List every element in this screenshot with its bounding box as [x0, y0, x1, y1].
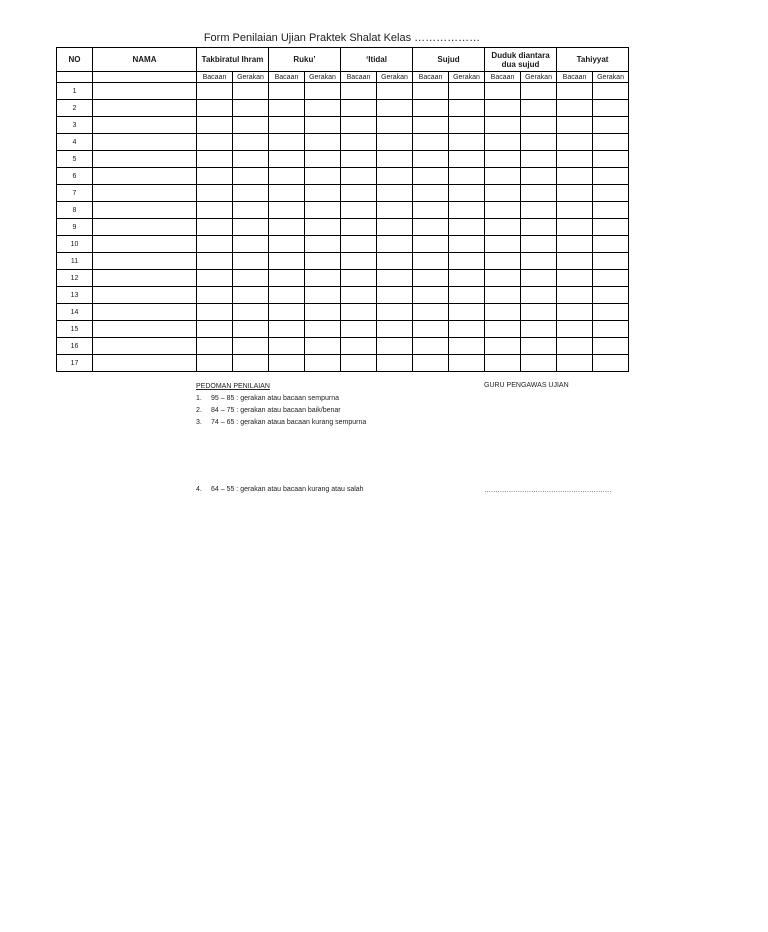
- score-cell[interactable]: [197, 253, 233, 270]
- score-cell[interactable]: [341, 100, 377, 117]
- student-name-cell[interactable]: [93, 83, 197, 100]
- guide-item-text: 95 – 85 : gerakan atau bacaan sempurna: [211, 395, 340, 402]
- score-cell[interactable]: [449, 321, 485, 338]
- score-cell[interactable]: [557, 134, 593, 151]
- score-cell[interactable]: [413, 287, 449, 304]
- score-cell[interactable]: [557, 202, 593, 219]
- score-cell[interactable]: [341, 338, 377, 355]
- row-number: 10: [57, 236, 93, 253]
- guide-item-number: 2.: [196, 407, 202, 414]
- score-cell[interactable]: [413, 355, 449, 372]
- score-cell[interactable]: [305, 117, 341, 134]
- score-cell[interactable]: [341, 270, 377, 287]
- score-cell[interactable]: [413, 151, 449, 168]
- sub-header-bacaan: Bacaan: [269, 72, 305, 83]
- row-number: 8: [57, 202, 93, 219]
- score-cell[interactable]: [593, 355, 629, 372]
- score-cell[interactable]: [269, 151, 305, 168]
- score-cell[interactable]: [413, 338, 449, 355]
- score-cell[interactable]: [593, 287, 629, 304]
- score-cell[interactable]: [485, 219, 521, 236]
- table-row: [57, 134, 629, 151]
- score-cell[interactable]: [341, 117, 377, 134]
- sub-header-gerakan: Gerakan: [377, 72, 413, 83]
- score-cell[interactable]: [521, 270, 557, 287]
- score-cell[interactable]: [197, 355, 233, 372]
- score-cell[interactable]: [557, 287, 593, 304]
- score-cell[interactable]: [449, 253, 485, 270]
- score-cell[interactable]: [593, 202, 629, 219]
- guide-item-number: 3.: [196, 419, 202, 426]
- score-cell[interactable]: [305, 202, 341, 219]
- score-cell[interactable]: [521, 219, 557, 236]
- sub-header-gerakan: Gerakan: [593, 72, 629, 83]
- sub-header-row: [57, 72, 629, 83]
- score-cell[interactable]: [377, 338, 413, 355]
- score-cell[interactable]: [377, 304, 413, 321]
- score-cell[interactable]: [485, 100, 521, 117]
- score-cell[interactable]: [449, 134, 485, 151]
- table-row: [57, 185, 629, 202]
- score-cell[interactable]: [521, 134, 557, 151]
- group-header-row: [57, 48, 629, 72]
- sub-header-bacaan: Bacaan: [485, 72, 521, 83]
- score-cell[interactable]: [593, 236, 629, 253]
- row-number: 14: [57, 304, 93, 321]
- student-name-cell[interactable]: [93, 270, 197, 287]
- guide-item-text: 84 – 75 : gerakan atau bacaan baik/benar: [211, 407, 341, 414]
- score-cell[interactable]: [305, 134, 341, 151]
- header-sujud: Sujud: [413, 48, 485, 72]
- row-number: 1: [57, 83, 93, 100]
- score-cell[interactable]: [377, 355, 413, 372]
- supervisor-label: GURU PENGAWAS UJIAN: [484, 382, 569, 389]
- score-cell[interactable]: [269, 117, 305, 134]
- score-cell[interactable]: [485, 168, 521, 185]
- score-cell[interactable]: [593, 321, 629, 338]
- score-cell[interactable]: [233, 236, 269, 253]
- row-number: 5: [57, 151, 93, 168]
- student-name-cell[interactable]: [93, 117, 197, 134]
- score-cell[interactable]: [341, 168, 377, 185]
- score-cell[interactable]: [197, 338, 233, 355]
- score-cell[interactable]: [593, 270, 629, 287]
- score-cell[interactable]: [341, 321, 377, 338]
- score-cell[interactable]: [485, 236, 521, 253]
- score-cell[interactable]: [449, 236, 485, 253]
- score-cell[interactable]: [413, 270, 449, 287]
- score-cell[interactable]: [233, 287, 269, 304]
- table-row: [57, 219, 629, 236]
- score-cell[interactable]: [197, 270, 233, 287]
- score-cell[interactable]: [269, 338, 305, 355]
- header-no: NO: [57, 48, 93, 72]
- sub-header-bacaan: Bacaan: [197, 72, 233, 83]
- score-cell[interactable]: [305, 321, 341, 338]
- score-cell[interactable]: [485, 117, 521, 134]
- score-cell[interactable]: [341, 219, 377, 236]
- table-body: [57, 83, 629, 372]
- guide-list: [196, 393, 366, 429]
- score-cell[interactable]: [521, 185, 557, 202]
- student-name-cell[interactable]: [93, 253, 197, 270]
- score-cell[interactable]: [233, 202, 269, 219]
- score-cell[interactable]: [449, 355, 485, 372]
- score-cell[interactable]: [233, 117, 269, 134]
- score-cell[interactable]: [449, 168, 485, 185]
- student-name-cell[interactable]: [93, 134, 197, 151]
- score-cell[interactable]: [557, 151, 593, 168]
- row-number: 12: [57, 270, 93, 287]
- score-cell[interactable]: [449, 185, 485, 202]
- score-cell[interactable]: [413, 185, 449, 202]
- score-cell[interactable]: [305, 253, 341, 270]
- table-row: [57, 355, 629, 372]
- score-cell[interactable]: [557, 355, 593, 372]
- score-cell[interactable]: [485, 151, 521, 168]
- score-cell[interactable]: [341, 304, 377, 321]
- score-cell[interactable]: [341, 83, 377, 100]
- header-duduk-diantara-dua-sujud: Duduk diantara dua sujud: [485, 48, 557, 72]
- score-cell[interactable]: [377, 168, 413, 185]
- score-cell[interactable]: [197, 151, 233, 168]
- table-row: [57, 253, 629, 270]
- score-cell[interactable]: [485, 287, 521, 304]
- score-cell[interactable]: [521, 151, 557, 168]
- score-cell[interactable]: [521, 236, 557, 253]
- score-cell[interactable]: [413, 134, 449, 151]
- score-cell[interactable]: [269, 219, 305, 236]
- row-number: 16: [57, 338, 93, 355]
- student-name-cell[interactable]: [93, 287, 197, 304]
- sub-header-blank: [93, 72, 197, 83]
- score-cell[interactable]: [197, 100, 233, 117]
- score-cell[interactable]: [449, 202, 485, 219]
- header-ruku: Ruku’: [269, 48, 341, 72]
- score-cell[interactable]: [341, 151, 377, 168]
- score-cell[interactable]: [269, 236, 305, 253]
- score-cell[interactable]: [233, 83, 269, 100]
- score-cell[interactable]: [485, 134, 521, 151]
- score-cell[interactable]: [521, 287, 557, 304]
- score-cell[interactable]: [269, 287, 305, 304]
- score-cell[interactable]: [233, 355, 269, 372]
- score-cell[interactable]: [521, 338, 557, 355]
- score-cell[interactable]: [521, 304, 557, 321]
- score-cell[interactable]: [449, 304, 485, 321]
- score-cell[interactable]: [377, 219, 413, 236]
- score-cell[interactable]: [413, 236, 449, 253]
- guide-heading: PEDOMAN PENILAIAN: [196, 383, 270, 390]
- score-cell[interactable]: [377, 117, 413, 134]
- guide-item-text: 64 – 55 : gerakan atau bacaan kurang atau salah: [211, 486, 364, 493]
- score-cell[interactable]: [197, 168, 233, 185]
- score-cell[interactable]: [449, 219, 485, 236]
- score-cell[interactable]: [521, 83, 557, 100]
- table-row: [57, 338, 629, 355]
- sub-header-gerakan: Gerakan: [233, 72, 269, 83]
- score-cell[interactable]: [233, 321, 269, 338]
- row-number: 3: [57, 117, 93, 134]
- score-cell[interactable]: [557, 83, 593, 100]
- sub-header-blank: [57, 72, 93, 83]
- score-cell[interactable]: [377, 83, 413, 100]
- score-cell[interactable]: [485, 253, 521, 270]
- score-cell[interactable]: [557, 304, 593, 321]
- score-cell[interactable]: [521, 117, 557, 134]
- score-cell[interactable]: [557, 321, 593, 338]
- score-cell[interactable]: [377, 100, 413, 117]
- score-cell[interactable]: [449, 338, 485, 355]
- guide-item: [196, 417, 366, 429]
- sub-header-gerakan: Gerakan: [305, 72, 341, 83]
- score-cell[interactable]: [485, 185, 521, 202]
- score-cell[interactable]: [341, 134, 377, 151]
- score-cell[interactable]: [485, 202, 521, 219]
- student-name-cell[interactable]: [93, 355, 197, 372]
- row-number: 7: [57, 185, 93, 202]
- score-cell[interactable]: [269, 355, 305, 372]
- score-cell[interactable]: [233, 168, 269, 185]
- score-cell[interactable]: [593, 151, 629, 168]
- sub-header-gerakan: Gerakan: [521, 72, 557, 83]
- score-cell[interactable]: [557, 185, 593, 202]
- score-cell[interactable]: [269, 83, 305, 100]
- score-cell[interactable]: [593, 168, 629, 185]
- table-row: [57, 202, 629, 219]
- sub-header-bacaan: Bacaan: [341, 72, 377, 83]
- table-row: [57, 151, 629, 168]
- score-cell[interactable]: [521, 100, 557, 117]
- score-cell[interactable]: [305, 270, 341, 287]
- assessment-table: [56, 47, 629, 372]
- score-cell[interactable]: [197, 185, 233, 202]
- score-cell[interactable]: [413, 253, 449, 270]
- guide-item-number: 4.: [196, 486, 202, 493]
- score-cell[interactable]: [593, 185, 629, 202]
- header-tahiyyat: Tahiyyat: [557, 48, 629, 72]
- score-cell[interactable]: [197, 287, 233, 304]
- sub-header-bacaan: Bacaan: [557, 72, 593, 83]
- score-cell[interactable]: [377, 236, 413, 253]
- score-cell[interactable]: [413, 321, 449, 338]
- score-cell[interactable]: [593, 304, 629, 321]
- row-number: 17: [57, 355, 93, 372]
- row-number: 4: [57, 134, 93, 151]
- score-cell[interactable]: [593, 219, 629, 236]
- table-row: [57, 100, 629, 117]
- score-cell[interactable]: [269, 134, 305, 151]
- score-cell[interactable]: [305, 100, 341, 117]
- table-row: [57, 117, 629, 134]
- header-itidal: ‘Itidal: [341, 48, 413, 72]
- score-cell[interactable]: [305, 83, 341, 100]
- student-name-cell[interactable]: [93, 202, 197, 219]
- student-name-cell[interactable]: [93, 151, 197, 168]
- student-name-cell[interactable]: [93, 168, 197, 185]
- score-cell[interactable]: [233, 338, 269, 355]
- score-cell[interactable]: [593, 253, 629, 270]
- table-row: [57, 236, 629, 253]
- score-cell[interactable]: [341, 287, 377, 304]
- score-cell[interactable]: [413, 100, 449, 117]
- score-cell[interactable]: [557, 100, 593, 117]
- score-cell[interactable]: [593, 83, 629, 100]
- score-cell[interactable]: [557, 117, 593, 134]
- score-cell[interactable]: [449, 117, 485, 134]
- score-cell[interactable]: [377, 185, 413, 202]
- page-title: Form Penilaian Ujian Praktek Shalat Kelas ………………: [203, 32, 481, 44]
- sub-header-bacaan: Bacaan: [413, 72, 449, 83]
- score-cell[interactable]: [197, 321, 233, 338]
- score-cell[interactable]: [557, 236, 593, 253]
- score-cell[interactable]: [197, 304, 233, 321]
- score-cell[interactable]: [485, 355, 521, 372]
- score-cell[interactable]: [197, 236, 233, 253]
- score-cell[interactable]: [449, 270, 485, 287]
- score-cell[interactable]: [341, 236, 377, 253]
- guide-item-number: 1.: [196, 395, 202, 402]
- score-cell[interactable]: [557, 168, 593, 185]
- header-takbiratul-ihram: Takbiratul Ihram: [197, 48, 269, 72]
- table-row: [57, 321, 629, 338]
- sub-header-gerakan: Gerakan: [449, 72, 485, 83]
- score-cell[interactable]: [377, 134, 413, 151]
- score-cell[interactable]: [377, 287, 413, 304]
- student-name-cell[interactable]: [93, 321, 197, 338]
- row-number: 15: [57, 321, 93, 338]
- score-cell[interactable]: [485, 338, 521, 355]
- score-cell[interactable]: [197, 134, 233, 151]
- score-cell[interactable]: [521, 321, 557, 338]
- score-cell[interactable]: [413, 202, 449, 219]
- score-cell[interactable]: [233, 270, 269, 287]
- score-cell[interactable]: [557, 219, 593, 236]
- score-cell[interactable]: [305, 168, 341, 185]
- score-cell[interactable]: [413, 219, 449, 236]
- row-number: 11: [57, 253, 93, 270]
- score-cell[interactable]: [377, 253, 413, 270]
- table-row: [57, 270, 629, 287]
- score-cell[interactable]: [377, 202, 413, 219]
- student-name-cell[interactable]: [93, 100, 197, 117]
- score-cell[interactable]: [269, 304, 305, 321]
- score-cell[interactable]: [197, 202, 233, 219]
- score-cell[interactable]: [485, 321, 521, 338]
- student-name-cell[interactable]: [93, 236, 197, 253]
- table-row: [57, 168, 629, 185]
- score-cell[interactable]: [413, 83, 449, 100]
- score-cell[interactable]: [233, 134, 269, 151]
- score-cell[interactable]: [305, 151, 341, 168]
- student-name-cell[interactable]: [93, 185, 197, 202]
- score-cell[interactable]: [521, 202, 557, 219]
- score-cell[interactable]: [269, 270, 305, 287]
- score-cell[interactable]: [305, 236, 341, 253]
- row-number: 13: [57, 287, 93, 304]
- student-name-cell[interactable]: [93, 219, 197, 236]
- table-row: [57, 83, 629, 100]
- score-cell[interactable]: [197, 83, 233, 100]
- score-cell[interactable]: [233, 304, 269, 321]
- score-cell[interactable]: [557, 253, 593, 270]
- score-cell[interactable]: [557, 270, 593, 287]
- score-cell[interactable]: [593, 134, 629, 151]
- guide-item: [196, 393, 366, 405]
- score-cell[interactable]: [197, 117, 233, 134]
- score-cell[interactable]: [269, 100, 305, 117]
- score-cell[interactable]: [341, 253, 377, 270]
- score-cell[interactable]: [305, 355, 341, 372]
- grading-guide: [196, 381, 366, 429]
- score-cell[interactable]: [449, 100, 485, 117]
- score-cell[interactable]: [269, 321, 305, 338]
- score-cell[interactable]: [413, 304, 449, 321]
- score-cell[interactable]: [413, 168, 449, 185]
- score-cell[interactable]: [341, 355, 377, 372]
- score-cell[interactable]: [341, 185, 377, 202]
- table-row: [57, 304, 629, 321]
- score-cell[interactable]: [449, 151, 485, 168]
- score-cell[interactable]: [485, 270, 521, 287]
- row-number: 6: [57, 168, 93, 185]
- score-cell[interactable]: [485, 304, 521, 321]
- score-cell[interactable]: [305, 287, 341, 304]
- row-number: 2: [57, 100, 93, 117]
- score-cell[interactable]: [269, 253, 305, 270]
- score-cell[interactable]: [377, 151, 413, 168]
- guide-item: [196, 405, 366, 417]
- score-cell[interactable]: [377, 321, 413, 338]
- guide-item: [196, 486, 364, 493]
- score-cell[interactable]: [269, 202, 305, 219]
- score-cell[interactable]: [593, 338, 629, 355]
- score-cell[interactable]: [233, 151, 269, 168]
- student-name-cell[interactable]: [93, 338, 197, 355]
- score-cell[interactable]: [305, 185, 341, 202]
- score-cell[interactable]: [521, 355, 557, 372]
- score-cell[interactable]: [305, 304, 341, 321]
- student-name-cell[interactable]: [93, 304, 197, 321]
- guide-item-text: 74 – 65 : gerakan ataua bacaan kurang sempurna: [211, 419, 367, 426]
- score-cell[interactable]: [377, 270, 413, 287]
- score-cell[interactable]: [233, 185, 269, 202]
- score-cell[interactable]: [269, 168, 305, 185]
- score-cell[interactable]: [593, 117, 629, 134]
- score-cell[interactable]: [305, 219, 341, 236]
- score-cell[interactable]: [521, 253, 557, 270]
- score-cell[interactable]: [197, 219, 233, 236]
- score-cell[interactable]: [449, 83, 485, 100]
- score-cell[interactable]: [521, 168, 557, 185]
- score-cell[interactable]: [413, 117, 449, 134]
- signature-line: …………………………………………………: [484, 487, 612, 494]
- score-cell[interactable]: [233, 219, 269, 236]
- score-cell[interactable]: [341, 202, 377, 219]
- table-row: [57, 287, 629, 304]
- score-cell[interactable]: [233, 253, 269, 270]
- score-cell[interactable]: [557, 338, 593, 355]
- header-name: NAMA: [93, 48, 197, 72]
- score-cell[interactable]: [269, 185, 305, 202]
- score-cell[interactable]: [449, 287, 485, 304]
- score-cell[interactable]: [233, 100, 269, 117]
- score-cell[interactable]: [485, 83, 521, 100]
- score-cell[interactable]: [305, 338, 341, 355]
- row-number: 9: [57, 219, 93, 236]
- score-cell[interactable]: [593, 100, 629, 117]
